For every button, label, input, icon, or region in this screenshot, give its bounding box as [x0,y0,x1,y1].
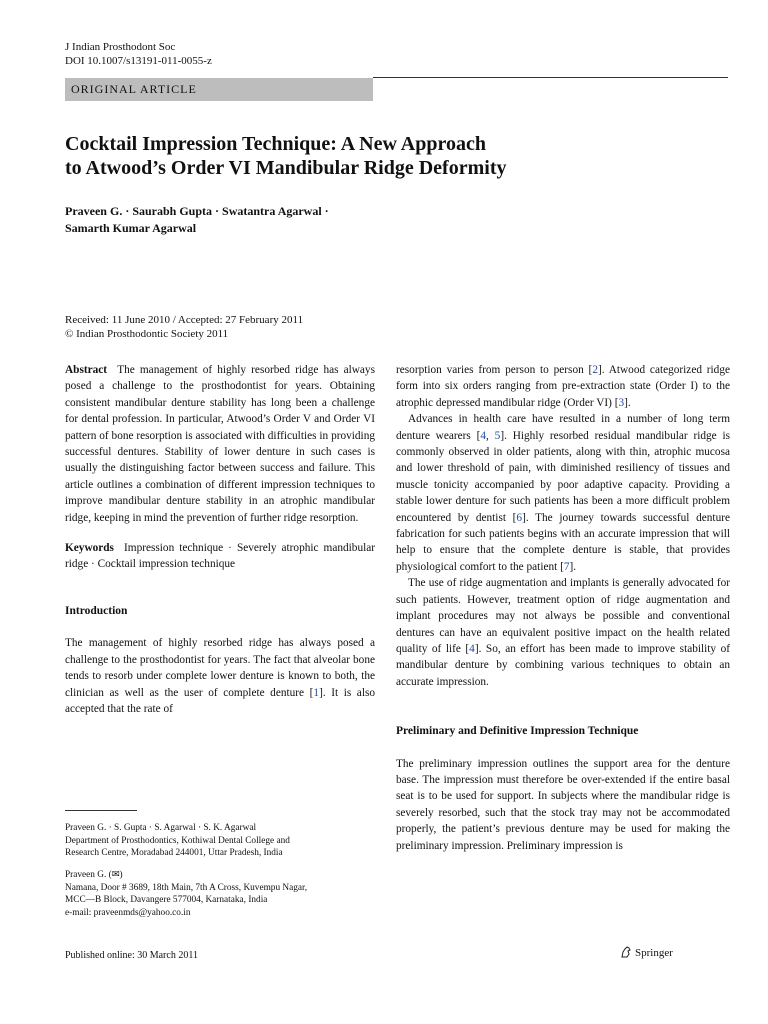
article-dates [65,313,303,341]
corresponding-email[interactable]: e-mail: praveenmds@yahoo.co.in [65,907,191,918]
c2p2-d: ]. [569,560,577,573]
c2p1-c: ]. [624,396,631,409]
citation-4b[interactable]: 4 [469,642,475,655]
publisher-logo [620,946,673,959]
author-affiliations [65,822,375,860]
journal-header [65,40,212,68]
header-rule [373,77,728,78]
c2p3-a: The use of ridge augmentation and implants is generally advocated for such patients. However, treatment option of ridge augmentation and implant procedures may not always be possible and conventional dentures can have an equivalent positive impact on the health related quality of life [ [396,577,730,655]
keywords-label: Keywords [65,542,114,555]
springer-horse-icon [620,946,632,958]
affiliation-authors: Praveen G. · S. Gupta · S. Agarwal · S. K. Agarwal [65,823,257,833]
c2p1-a: resorption varies from person to person [ [396,364,593,376]
citation-1[interactable]: 1 [313,686,320,699]
c2p3-b: ]. So, an effort has been made to improve stability of mandibular denture by combining various techniques to obtain an accurate impression. [396,642,730,688]
corresponding-name: Praveen G. (✉) [65,870,123,880]
c2p2-sep: , [486,429,495,442]
published-online: Published online: 30 March 2011 [65,950,198,961]
title-line-2: to Atwood’s Order VI Mandibular Ridge Deformity [65,157,507,179]
article-type-banner: ORIGINAL ARTICLE [65,78,373,101]
col2-paragraph-1 [396,362,730,411]
abstract [65,362,375,526]
affiliation-location: Research Centre, Moradabad 244001, Uttar Pradesh, India [65,848,283,859]
c2p2-b: ]. Highly resorbed residual mandibular ridge is commonly observed in older patients, along with thin, atrophic mucosa and lower threshold of pain, with diminished resiliency of tissues and muscle tonicity accompanied by poor adaptive capacity. Providing a stable lower denture for such patients has been a more difficult problem encountered by dentist [ [396,429,730,524]
citation-5[interactable]: 5 [494,429,501,442]
footnote-rule [65,810,137,811]
keywords-text: Impression technique · Severely atrophic mandibular ridge · Cocktail impression technique [65,542,376,571]
introduction-paragraph [65,635,375,717]
corresponding-author [65,869,375,919]
citation-2[interactable]: 2 [592,364,598,376]
abstract-text: The management of highly resorbed ridge has always posed a challenge to the prosthodontist for years. Obtaining consistent mandibular denture stability has long been a challenge for dental profession. In particular, Atwood’s Order V and Order VI pattern of bone resorption is associated with difficulties in providing successful dentures. Stability of lower denture in such cases is usually the distinguishing factor between success and failure. This article outlines a combination of different impression techniques to improve mandibular denture stability in an atrophic mandibular ridge, keeping in mind the prevention of further ridge resorption. [65,364,375,524]
title-line-1: Cocktail Impression Technique: A New Approach [65,133,487,155]
authors-line-1: Praveen G. · Saurabh Gupta · Swatantra Agarwal · [65,204,329,218]
corresponding-address-1: Namana, Door # 3689, 18th Main, 7th A Cross, Kuvempu Nagar, [65,882,308,893]
col2-paragraph-4: The preliminary impression outlines the support area for the denture base. The impression must therefore be over-extended if the entire basal seat is to be used for support. In subjects where the mandibular ridge is severely resorbed, such that the stock tray may not be accommodated properly, the patient’s previous denture may be used for making the preliminary impression. Preliminary impression is [396,757,730,852]
affiliation-dept: Department of Prosthodontics, Kothiwal Dental College and [65,835,290,846]
publisher-name: Springer [635,947,673,959]
abstract-label: Abstract [65,364,108,376]
intro-text-a: The management of highly resorbed ridge has always posed a challenge to the prosthodontist for years. The fact that alveolar bone tends to resorb under complete lower denture is known to both, the clinician as well as the user of complete denture [ [65,637,375,699]
keywords [65,540,375,573]
author-list [65,203,465,237]
introduction-heading: Introduction [65,604,128,617]
citation-3[interactable]: 3 [618,396,625,409]
citation-7[interactable]: 7 [563,560,570,573]
copyright: © Indian Prosthodontic Society 2011 [65,328,229,340]
authors-line-2: Samarth Kumar Agarwal [65,221,197,235]
received-accepted: Received: 11 June 2010 / Accepted: 27 February 2011 [65,314,304,326]
article-title [65,132,725,180]
journal-name: J Indian Prosthodont Soc [65,41,176,53]
citation-6[interactable]: 6 [516,511,523,524]
c2p2-c: ]. The journey towards successful denture fabrication for such patients begins with an accurate impression that will help to ensure that the complete denture is stable, that provides physiological comfort to the patient [ [396,511,730,573]
preliminary-heading: Preliminary and Definitive Impression Technique [396,725,639,738]
citation-4[interactable]: 4 [480,429,487,442]
corresponding-address-2: MCC—B Block, Davangere 577004, Karnataka, India [65,895,268,906]
c2p1-b: ]. Atwood categorized ridge form into six orders ranging from pre-extraction state (Order I) to the atrophic depressed mandibular ridge (Order VI) [ [396,364,730,409]
intro-text-b: ]. It is also accepted that the rate of [65,686,376,715]
col2-paragraph-2 [396,411,730,575]
right-column [396,362,730,854]
left-column [65,362,375,717]
col2-paragraph-3 [396,575,730,690]
doi: DOI 10.1007/s13191-011-0055-z [65,55,212,67]
c2p2-a: Advances in health care have resulted in a number of long term denture wearers [ [396,413,730,442]
